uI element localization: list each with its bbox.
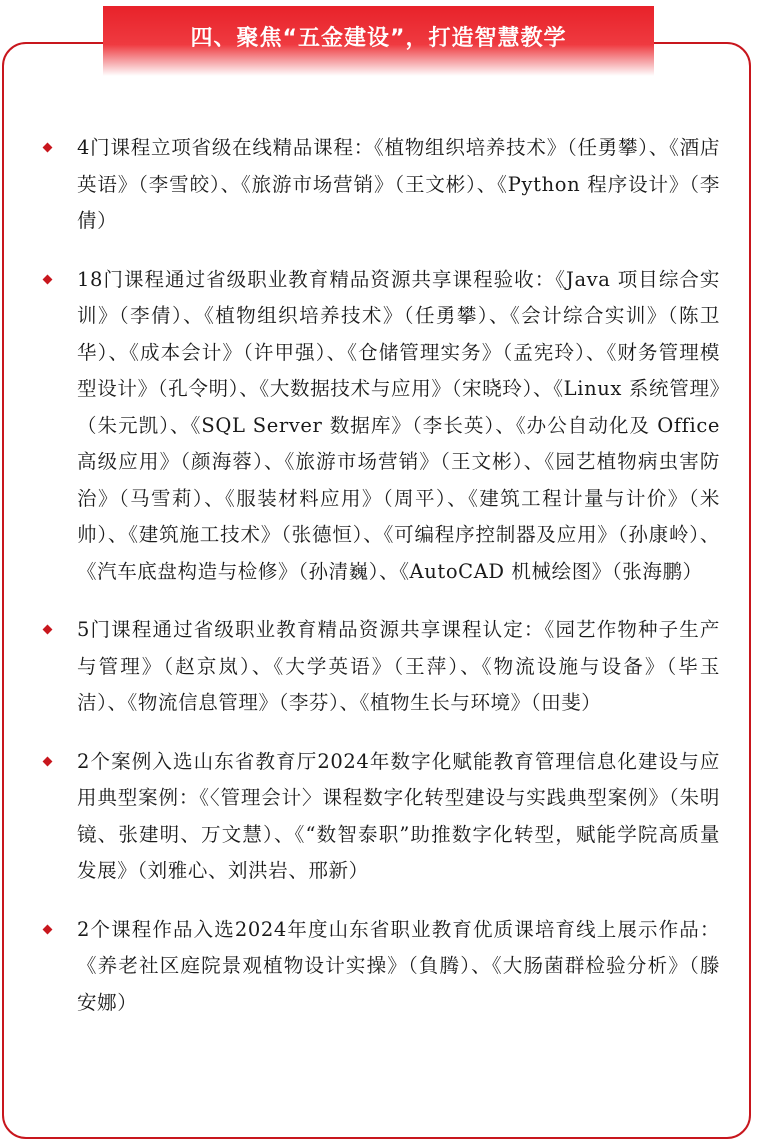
list-item bbox=[40, 130, 720, 240]
section-title: 四、聚焦“五金建设”，打造智慧教学 bbox=[190, 26, 567, 51]
achievement-list bbox=[40, 130, 720, 1043]
list-item-text: 5门课程通过省级职业教育精品资源共享课程认定：《园艺作物种子生产与管理》（赵京岚）、《大学英语》（王萍）、《物流设施与设备》（毕玉洁）、《物流信息管理》（李芬）、《植物生长与环境》（田斐） bbox=[77, 618, 720, 714]
list-item bbox=[40, 262, 720, 591]
list-item-text: 2个案例入选山东省教育厅2024年数字化赋能教育管理信息化建设与应用典型案例：《〈管理会计〉课程数字化转型建设与实践典型案例》（朱明镜、张建明、万文慧）、《“数智泰职”助推数字化转型，赋能学院高质量发展》（刘雅心、刘洪岩、邢新） bbox=[77, 749, 720, 882]
section-banner bbox=[103, 6, 654, 76]
list-item-text: 2个课程作品入选2024年度山东省职业教育优质课培育线上展示作品：《养老社区庭院景观植物设计实操》（負腾）、《大肠菌群检验分析》（滕安娜） bbox=[77, 917, 720, 1014]
diamond-bullet-icon bbox=[43, 924, 53, 934]
diamond-bullet-icon bbox=[43, 756, 53, 766]
list-item-text: 4门课程立项省级在线精品课程：《植物组织培养技术》（任勇攀）、《酒店英语》（李雪皎）、《旅游市场营销》（王文彬）、《Python 程序设计》（李倩） bbox=[77, 136, 720, 232]
diamond-bullet-icon bbox=[43, 274, 53, 284]
list-item-text: 18门课程通过省级职业教育精品资源共享课程验收：《Java 项目综合实训》（李倩）、《植物组织培养技术》（任勇攀）、《会计综合实训》（陈卫华）、《成本会计》（许甲强）、《仓储管理实务》（孟宪玲）、《财务管理模型设计》（孔令明）、《大数据技术与应用》（宋晓玲）、《Linux 系统管理》（朱元凯）、《SQL Server 数据库》（李长英）、《办公自动化及 Office 高级应用》（颜海蓉）、《旅游市场营销》（王文彬）、《园艺植物病虫害防治》（马雪莉）、《服装材料应用》（周平）、《建筑工程计量与计价》（米帅）、《建筑施工技术》（张德恒）、《可编程序控制器及应用》（孙康岭）、《汽车底盘构造与检修》（孙清巍）、《AutoCAD 机械绘图》（张海鹏） bbox=[77, 267, 720, 583]
list-item bbox=[40, 612, 720, 722]
diamond-bullet-icon bbox=[43, 143, 53, 153]
diamond-bullet-icon bbox=[43, 625, 53, 635]
list-item bbox=[40, 744, 720, 890]
list-item bbox=[40, 912, 720, 1022]
